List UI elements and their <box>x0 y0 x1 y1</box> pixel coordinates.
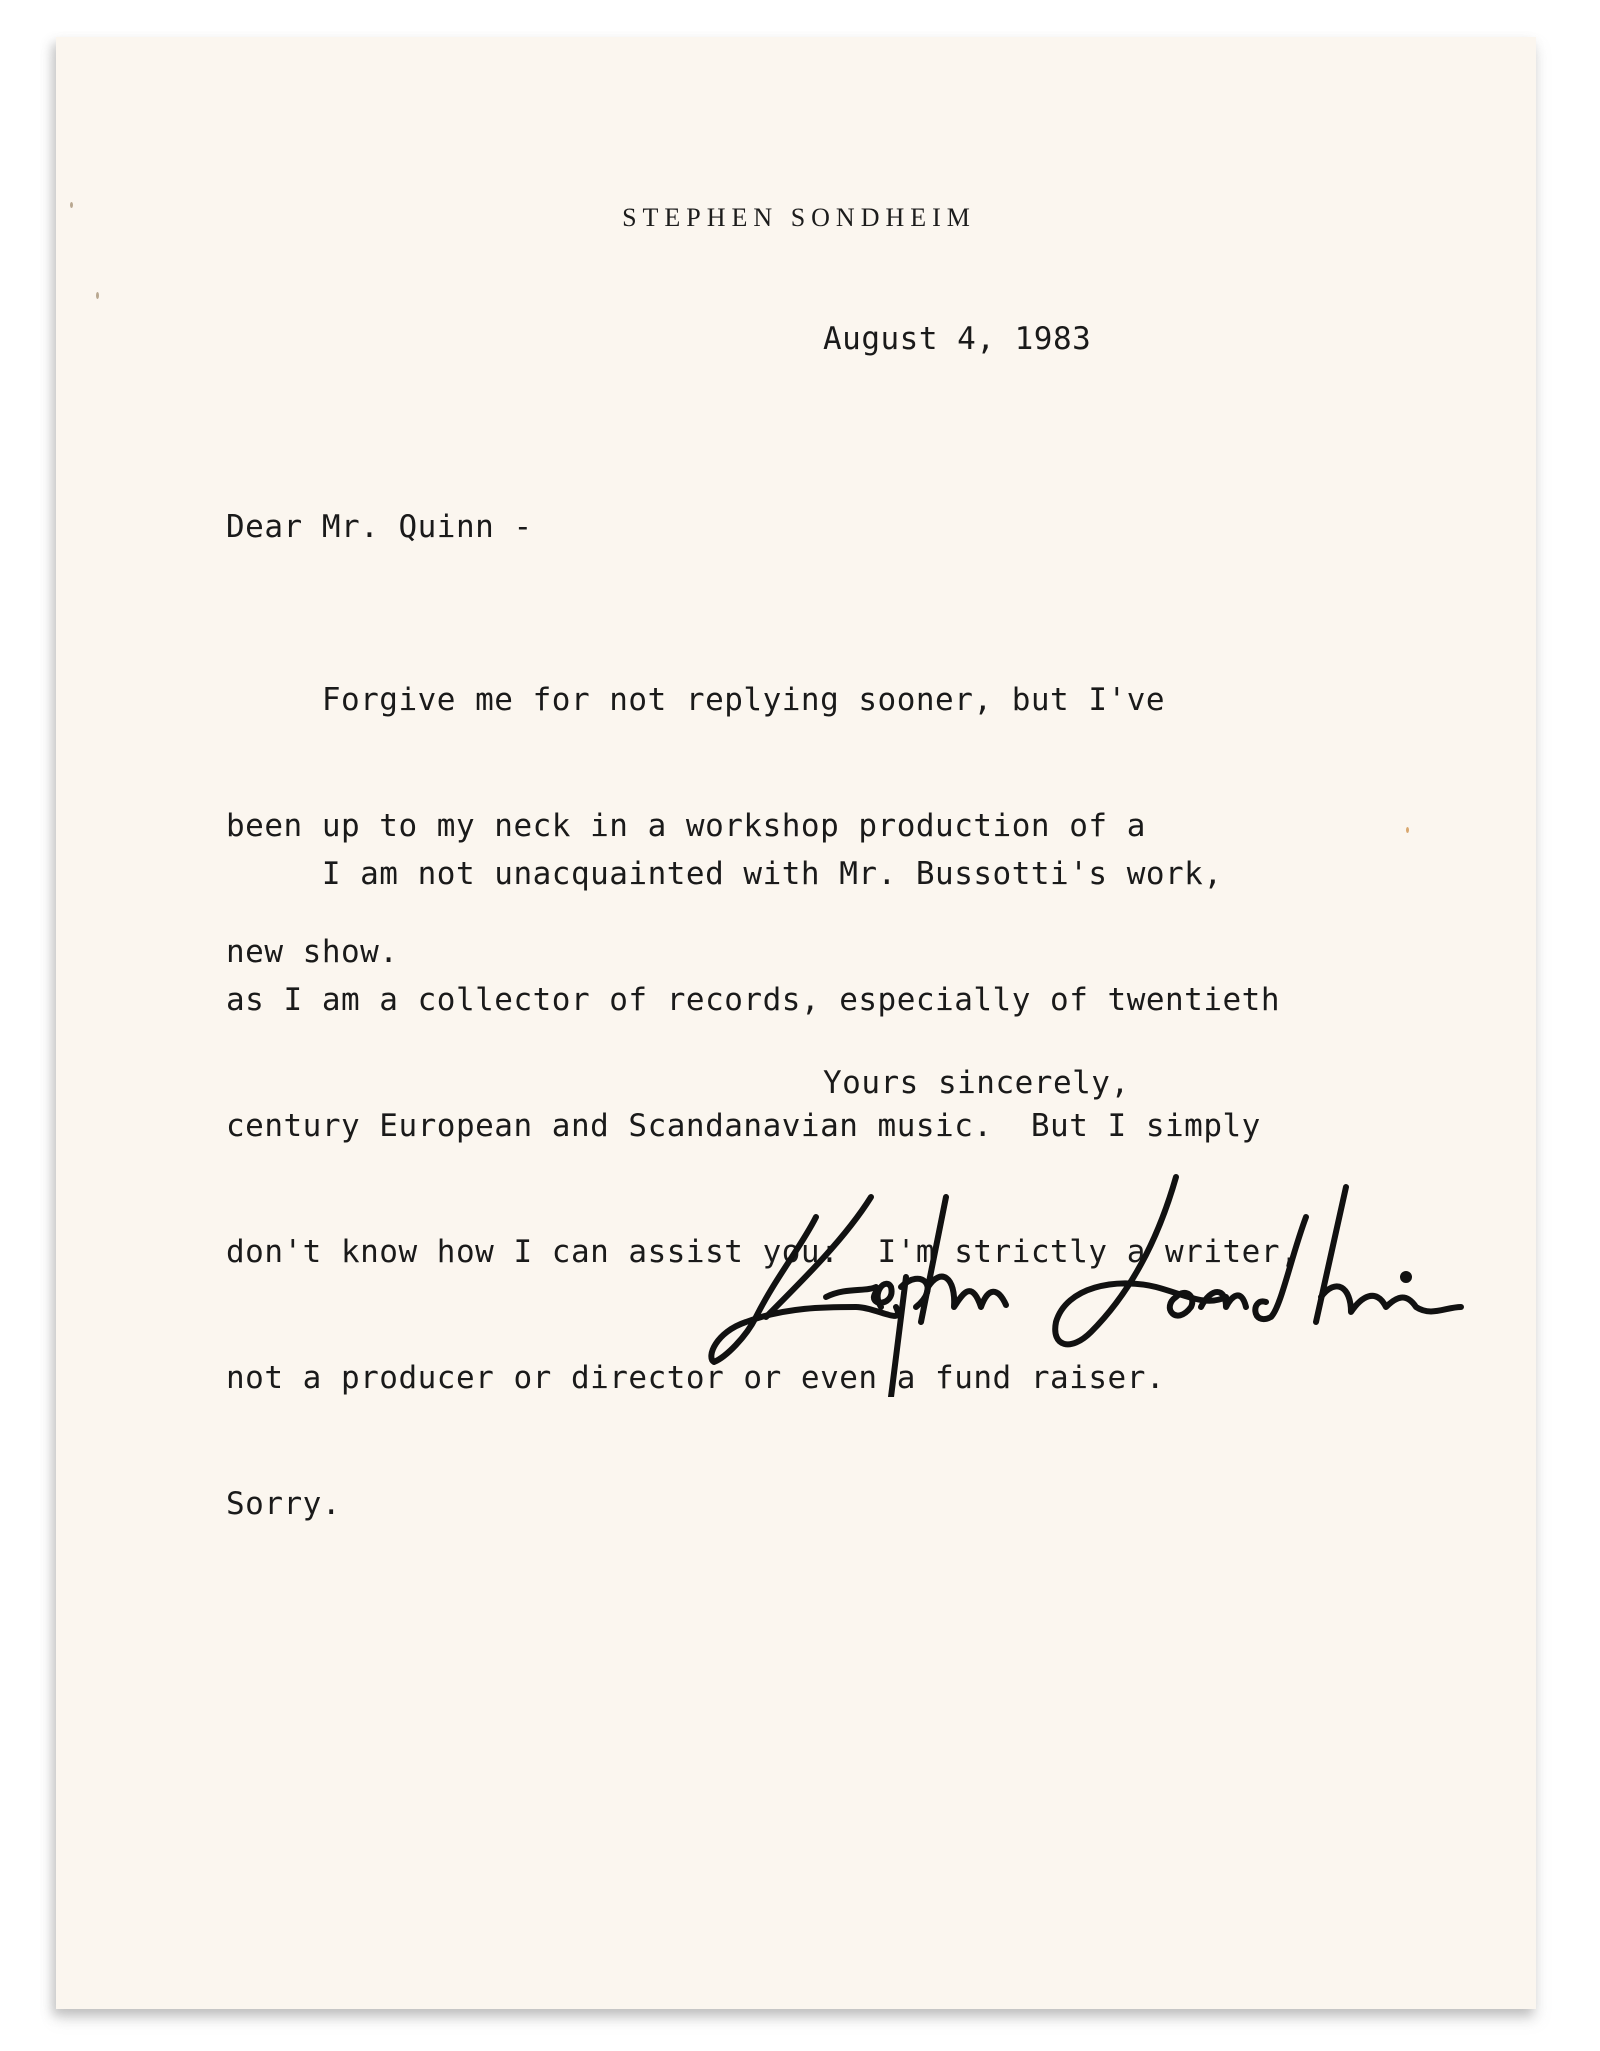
paragraph-line: Forgive me for not replying sooner, but I've <box>226 682 1166 718</box>
paragraph-line: don't know how I can assist you: I'm strictly a writer, <box>226 1234 1300 1270</box>
letterhead: STEPHEN SONDHEIM <box>622 203 976 232</box>
salutation: Dear Mr. Quinn - <box>226 509 533 545</box>
handwritten-signature <box>706 1157 1466 1397</box>
paragraph-line: I am not unacquainted with Mr. Bussotti's work, <box>226 856 1223 892</box>
closing: Yours sincerely, <box>823 1065 1130 1101</box>
letter-page <box>56 37 1536 2009</box>
letter-date: August 4, 1983 <box>823 321 1092 357</box>
paragraph-line: new show. <box>226 934 399 970</box>
paragraph-line: not a producer or director or even a fund raiser. <box>226 1360 1166 1396</box>
paragraph-line: been up to my neck in a workshop production of a <box>226 808 1146 844</box>
paragraph-line: as I am a collector of records, especially of twentieth <box>226 982 1280 1018</box>
paper-blemish <box>1406 827 1409 833</box>
paragraph-line: century European and Scandanavian music. But I simply <box>226 1108 1261 1144</box>
paper-blemish <box>96 292 99 299</box>
paragraph-line: Sorry. <box>226 1486 341 1522</box>
